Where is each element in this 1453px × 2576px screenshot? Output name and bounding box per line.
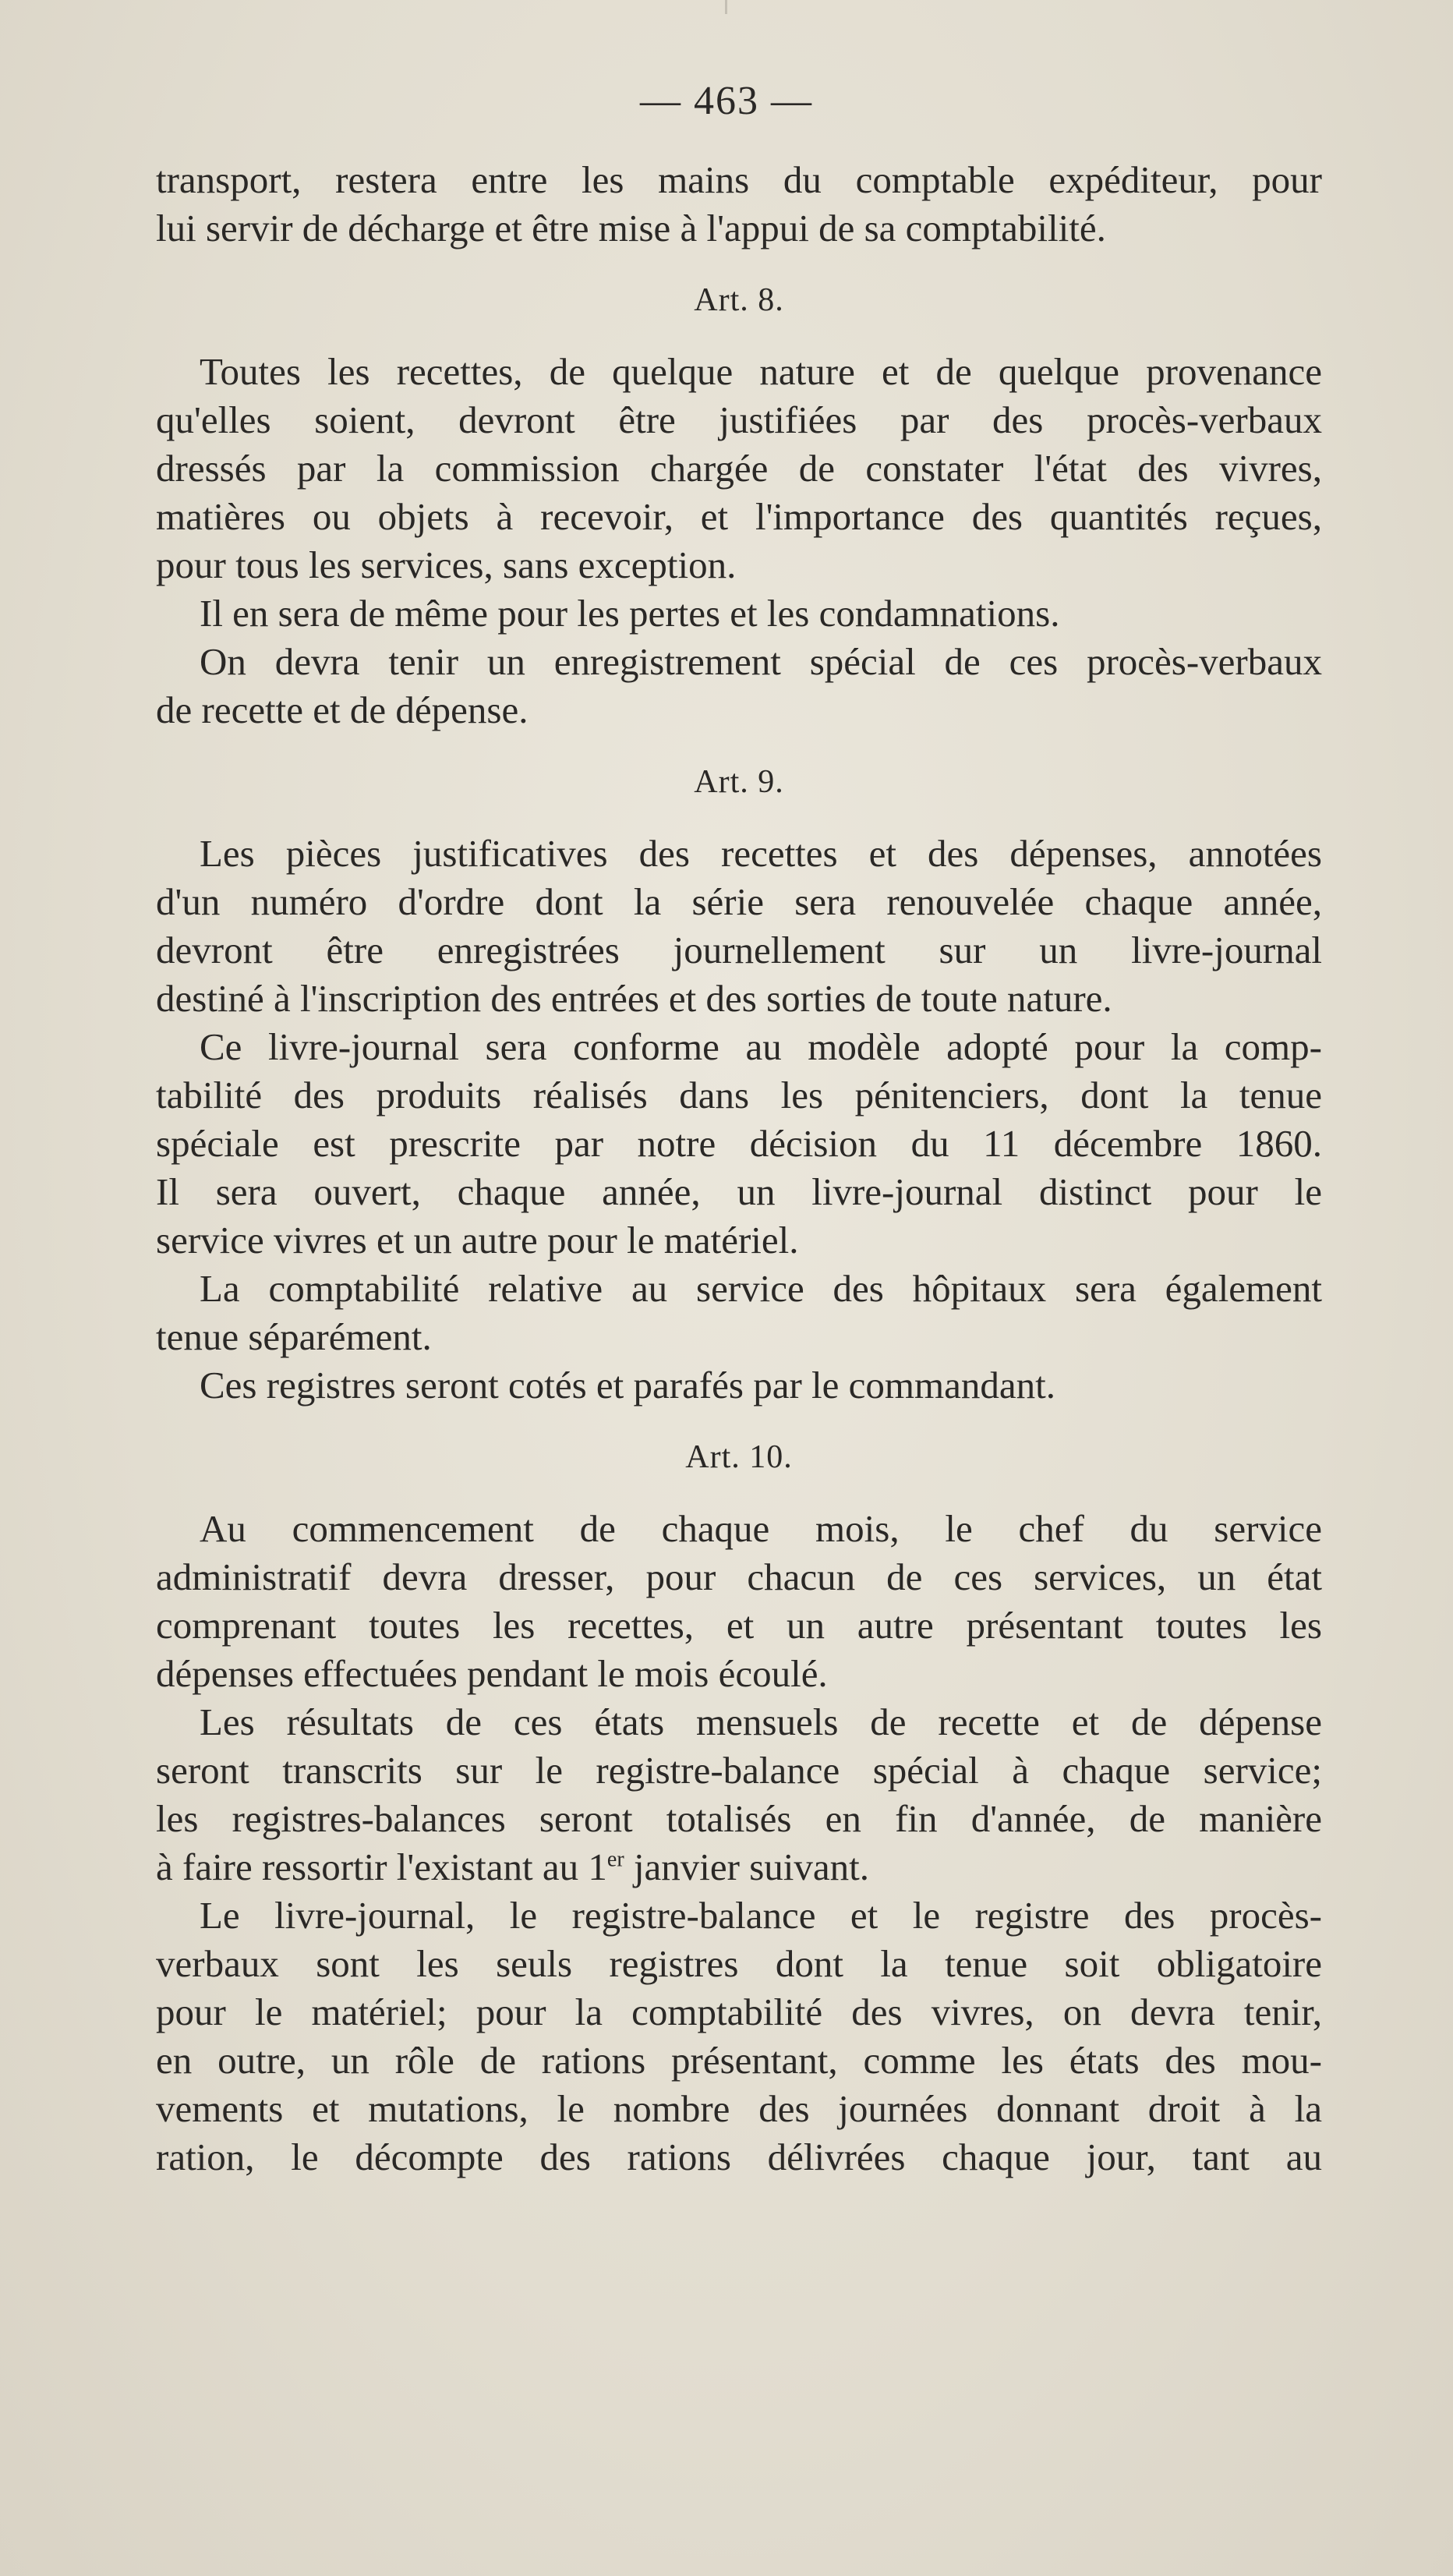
text-line: Il en sera de même pour les pertes et les condamnations. [200, 592, 1060, 635]
text-line: spéciale est prescrite par notre décision du 11 décembre 1860. [156, 1122, 1322, 1165]
text-line: d'un numéro d'ordre dont la série sera renouvelée chaque année, [156, 880, 1322, 923]
text-line: dépenses effectuées pendant le mois écoulé. [156, 1652, 828, 1695]
text-segment: à faire ressortir l'existant au 1 [156, 1845, 607, 1888]
text-line: lui servir de décharge et être mise à l'appui de sa comptabilité. [156, 207, 1106, 249]
text-line: les registres-balances seront totalisés en fin d'année, de manière [156, 1797, 1322, 1840]
text-line: verbaux sont les seuls registres dont la tenue soit obligatoire [156, 1942, 1322, 1985]
text-line: pour tous les services, sans exception. [156, 543, 737, 586]
text-line [156, 1843, 1322, 1891]
text-line: comprenant toutes les recettes, et un autre présentant toutes les [156, 1604, 1322, 1647]
text-line: Le livre-journal, le registre-balance et le registre des procès- [200, 1894, 1322, 1937]
page-number: — 463 — [640, 79, 813, 123]
text-line: service vivres et un autre pour le matériel. [156, 1219, 799, 1261]
text-line: La comptabilité relative au service des hôpitaux sera également [200, 1267, 1322, 1310]
text-line: Il sera ouvert, chaque année, un livre-journal distinct pour le [156, 1170, 1322, 1213]
text-line: Toutes les recettes, de quelque nature et de quelque provenance [200, 350, 1322, 393]
text-line: On devra tenir un enregistrement spécial de ces procès-verbaux [200, 640, 1322, 683]
text-line: tenue séparément. [156, 1315, 432, 1358]
text-line: seront transcrits sur le registre-balance spécial à chaque service; [156, 1749, 1322, 1792]
text-line: Les pièces justificatives des recettes et des dépenses, annotées [200, 832, 1322, 875]
text-line: qu'elles soient, devront être justifiées par des procès-verbaux [156, 398, 1322, 441]
text-line: matières ou objets à recevoir, et l'importance des quantités reçues, [156, 495, 1322, 538]
text-line: en outre, un rôle de rations présentant, comme les états des mou- [156, 2039, 1322, 2082]
ordinal-superscript: er [606, 1847, 624, 1872]
text-line: dressés par la commission chargée de constater l'état des vivres, [156, 447, 1322, 490]
text-line: de recette et de dépense. [156, 688, 529, 731]
scan-mark [725, 0, 727, 14]
text-line: transport, restera entre les mains du comptable expéditeur, pour [156, 158, 1322, 201]
text-line: administratif devra dresser, pour chacun de ces services, un état [156, 1555, 1322, 1598]
text-segment: janvier suivant. [624, 1845, 870, 1888]
text-line: Les résultats de ces états mensuels de recette et de dépense [200, 1700, 1322, 1743]
text-line: devront être enregistrées journellement sur un livre-journal [156, 929, 1322, 971]
text-line: pour le matériel; pour la comptabilité des vivres, on devra tenir, [156, 1990, 1322, 2033]
body-text [156, 156, 1322, 2181]
text-line: vements et mutations, le nombre des journées donnant droit à la [156, 2087, 1322, 2130]
text-line: ration, le décompte des rations délivrées chaque jour, tant au [156, 2135, 1322, 2178]
text-line: Ce livre-journal sera conforme au modèle adopté pour la comp- [200, 1025, 1322, 1068]
article-heading: Art. 8. [694, 282, 784, 318]
article-heading: Art. 9. [694, 764, 784, 800]
text-line: tabilité des produits réalisés dans les pénitenciers, dont la tenue [156, 1074, 1322, 1116]
text-line: Au commencement de chaque mois, le chef du service [200, 1507, 1322, 1550]
text-line: destiné à l'inscription des entrées et des sorties de toute nature. [156, 977, 1112, 1020]
article-heading: Art. 10. [685, 1439, 793, 1475]
text-line: Ces registres seront cotés et parafés par le commandant. [200, 1364, 1056, 1407]
